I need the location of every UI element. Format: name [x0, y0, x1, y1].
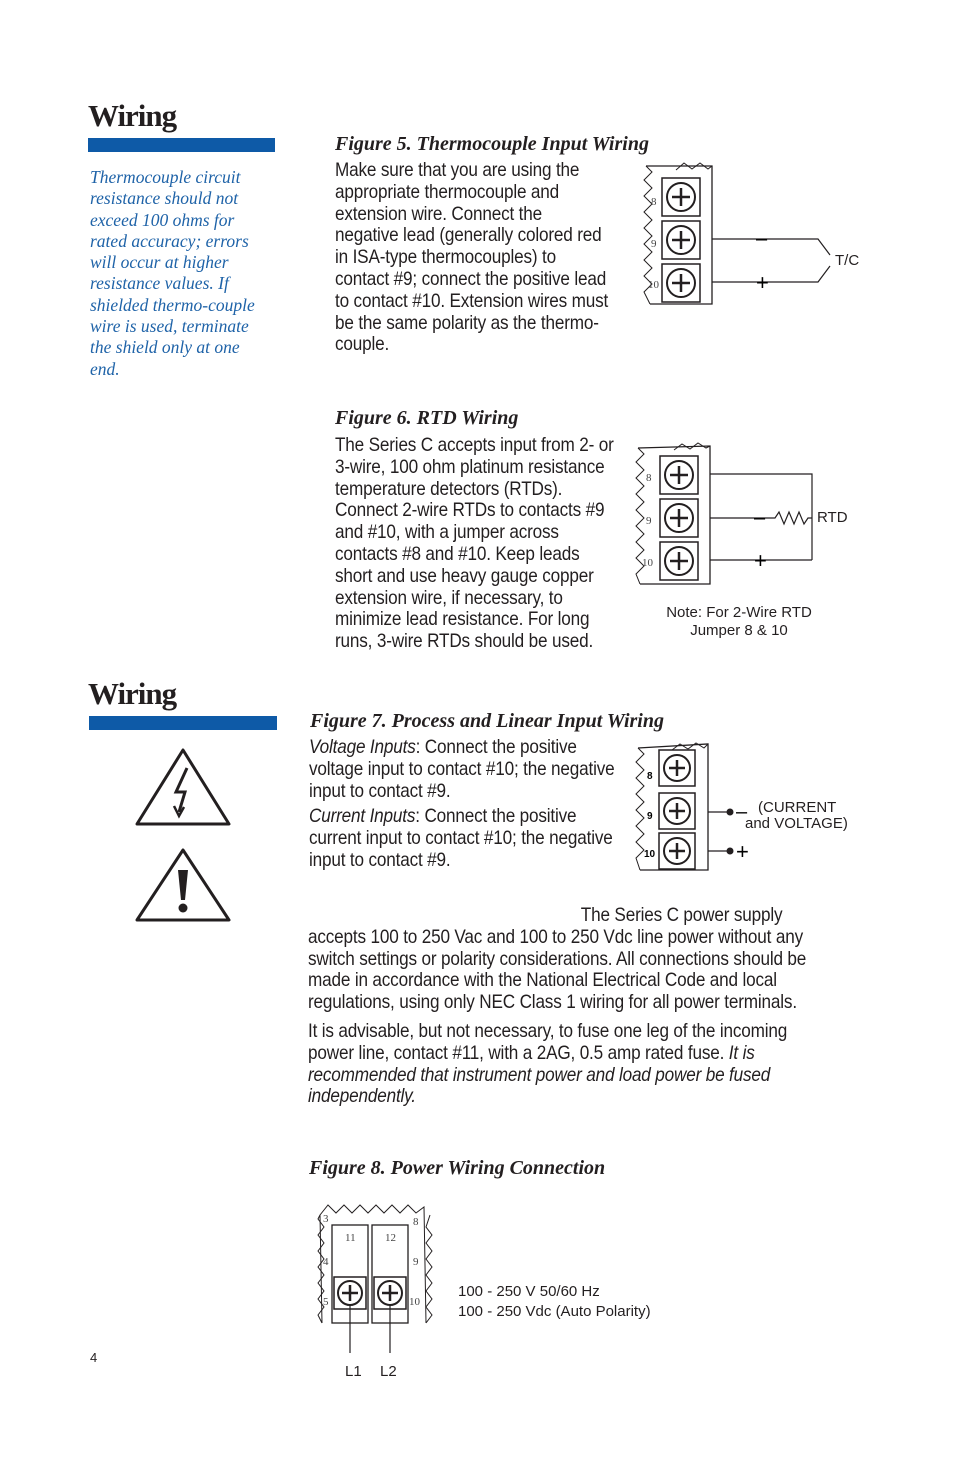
- figure6-paragraph: The Series C accepts input from 2- or 3-wire, 100 ohm platinum resistance temperature detectors (RTDs). Connect 2-wire RTDs to contacts #9 and #10, with a jumper across contacts #8 and #10. Keep leads short and use heavy gauge copper extension wire, if necessary, to minimize lead resistance. For long runs, 3-wire RTDs should be used.: [335, 434, 614, 653]
- power-wiring-diagram: [310, 1195, 450, 1385]
- heading-rule-2: [89, 716, 277, 730]
- voltage-inputs-label: Voltage Inputs: [309, 736, 416, 758]
- terminal-label-5: 5: [323, 1296, 329, 1308]
- figure7-title: Figure 7. Process and Linear Input Wiring: [310, 710, 664, 732]
- power-spec-dc: 100 - 250 Vdc (Auto Polarity): [458, 1303, 651, 1320]
- rtd-note-line2: Jumper 8 & 10: [690, 622, 788, 639]
- negative-symbol: –: [754, 507, 766, 529]
- rtd-wiring-diagram: [630, 440, 870, 590]
- terminal-screw-12: [374, 1277, 406, 1309]
- voltage-inputs-paragraph: [309, 737, 621, 802]
- terminal-label-8: 8: [647, 771, 653, 782]
- power-paragraph-1-text: The Series C power supply accepts 100 to 250 Vac and 100 to 250 Vdc line power without any switch settings or polarity considerations. All connections should be made in accordance with the National Electrical Code and local regulations, using only NEC Class 1 wiring for all power terminals.: [308, 904, 807, 1014]
- positive-symbol: +: [756, 270, 769, 295]
- terminal-screw-10: [660, 542, 698, 580]
- current-inputs-paragraph: [309, 806, 621, 871]
- power-paragraph-2-text: It is advisable, but not necessary, to fuse one leg of the incoming power line, contact #11, with a 2AG, 0.5 amp rated fuse.: [308, 1019, 788, 1064]
- rtd-jumper-note: [630, 604, 848, 640]
- section-heading-wiring-1: Wiring: [88, 98, 177, 133]
- terminal-label-9: 9: [413, 1256, 419, 1268]
- terminal-label-10: 10: [648, 279, 659, 291]
- lead-label-l2: L2: [380, 1363, 397, 1380]
- figure6-title: Figure 6. RTD Wiring: [335, 407, 519, 429]
- section-heading-wiring-2: Wiring: [88, 676, 177, 711]
- terminal-label-8: 8: [646, 472, 652, 484]
- terminal-label-10: 10: [409, 1296, 420, 1308]
- rtd-label: RTD: [817, 509, 848, 526]
- terminal-label-4: 4: [323, 1256, 329, 1268]
- heading-rule-1: [88, 138, 275, 152]
- positive-symbol: +: [736, 839, 749, 864]
- terminal-label-9: 9: [651, 238, 657, 250]
- caution-warning-icon: [133, 846, 233, 926]
- page-number: 4: [90, 1350, 98, 1365]
- terminal-label-10: 10: [644, 849, 656, 860]
- terminal-label-10: 10: [642, 557, 653, 569]
- power-supply-text: [308, 905, 821, 1108]
- current-voltage-label-line1: (CURRENT: [758, 799, 837, 816]
- terminal-label-9: 9: [646, 515, 652, 527]
- positive-symbol: +: [754, 548, 767, 573]
- terminal-label-8: 8: [413, 1216, 419, 1228]
- terminal-screw-8: [660, 456, 698, 494]
- current-inputs-text: : Connect the positive current input to contact #10; the negative input to contact #9.: [309, 805, 613, 871]
- rtd-note-line1: Note: For 2-Wire RTD: [666, 604, 812, 621]
- terminal-screw-11: [334, 1277, 366, 1309]
- figure7-text: [309, 737, 621, 872]
- thermocouple-sidenote: Thermocouple circuit resistance should not exceed 100 ohms for rated accuracy; errors will occur at higher resistance values. If shielded thermo-couple wire is used, terminate the shield only at one end.: [90, 167, 255, 379]
- power-spec: [458, 1282, 651, 1322]
- terminal-label-3: 3: [323, 1213, 329, 1225]
- lead-label-l1: L1: [345, 1363, 362, 1380]
- terminal-screw-8: [662, 178, 700, 216]
- terminal-screw-8: [659, 750, 695, 786]
- current-voltage-label-line2: and VOLTAGE): [745, 815, 848, 832]
- negative-symbol: –: [756, 228, 768, 250]
- terminal-screw-9: [659, 793, 695, 829]
- thermocouple-wiring-diagram: [640, 160, 880, 310]
- terminal-label-8: 8: [651, 196, 657, 208]
- power-paragraph-2-italic: It is recommended that instrument power and load power be fused independently.: [308, 1041, 771, 1108]
- power-paragraph-1: [308, 905, 821, 1014]
- terminal-label-9: 9: [647, 811, 653, 822]
- block-label-12: 12: [385, 1232, 396, 1244]
- figure8-title: Figure 8. Power Wiring Connection: [309, 1157, 606, 1179]
- block-label-11: 11: [345, 1232, 356, 1244]
- tc-label: T/C: [835, 252, 860, 269]
- terminal-screw-10: [659, 833, 695, 869]
- figure5-text: [335, 160, 610, 356]
- terminal-screw-9: [662, 221, 700, 259]
- terminal-screw-10: [662, 264, 700, 302]
- figure5-paragraph: Make sure that you are using the appropriate thermocouple and extension wire. Connect the negative lead (generally colored red in ISA-type thermocouples) to contact #9; connect the positive lead to contact #10. Extension wires must be the same polarity as the thermo-couple.: [335, 159, 609, 356]
- electric-shock-warning-icon: [133, 746, 233, 828]
- power-paragraph-2: [308, 1021, 821, 1108]
- current-inputs-label: Current Inputs: [309, 805, 416, 828]
- terminal-screw-9: [660, 499, 698, 537]
- figure6-text: [335, 435, 618, 653]
- negative-symbol: –: [736, 801, 748, 823]
- figure5-title: Figure 5. Thermocouple Input Wiring: [335, 133, 649, 155]
- voltage-inputs-text: : Connect the positive voltage input to contact #10; the negative input to contact #9.: [309, 736, 615, 802]
- power-spec-ac: 100 - 250 V 50/60 Hz: [458, 1283, 600, 1300]
- process-input-wiring-diagram: [632, 740, 862, 874]
